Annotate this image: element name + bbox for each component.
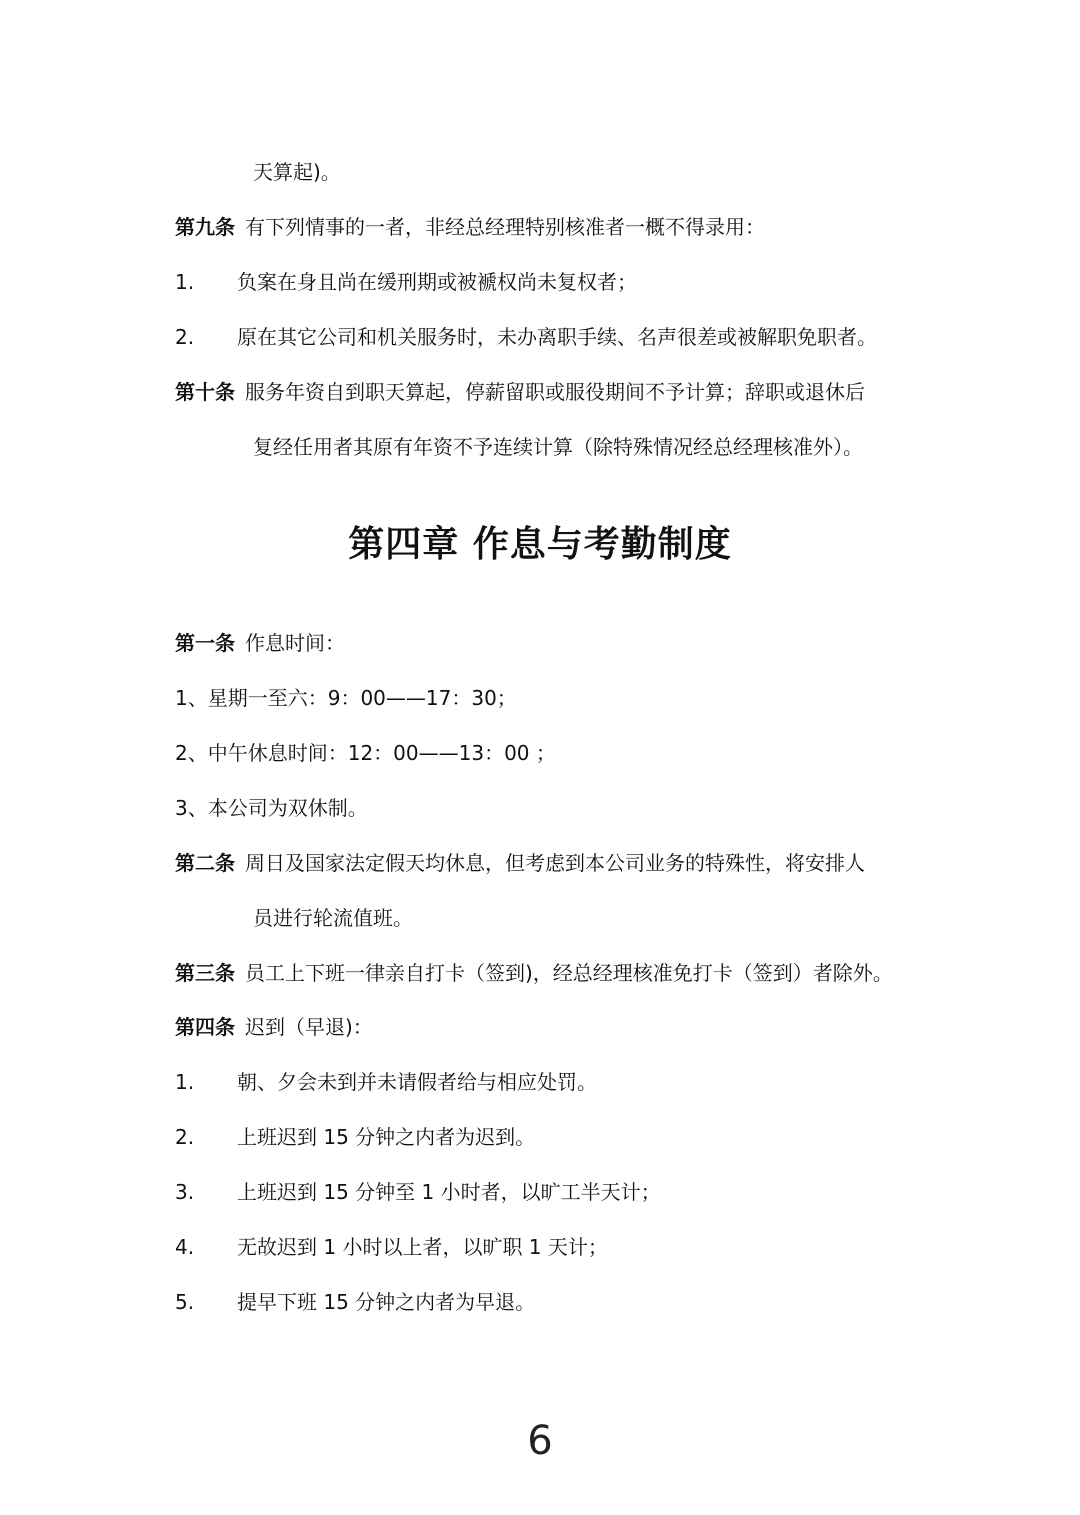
list-text: 上班迟到 15 分钟至 1 小时者，以旷工半天计； [237,1180,661,1204]
schedule-item: 3、本公司为双休制。 [175,796,368,820]
article-4 [175,1013,373,1041]
list-number: 2. [175,325,195,349]
continuation-text: 员进行轮流值班。 [253,906,413,930]
article-label: 第一条 [175,631,235,655]
list-item [175,1178,661,1206]
article-text: 员工上下班一律亲自打卡（签到)，经总经理核准免打卡（签到）者除外。 [245,961,893,985]
list-item [175,323,877,351]
list-item [175,1233,608,1261]
list-item [175,1068,597,1096]
article-2 [175,849,865,877]
article-label: 第四条 [175,1015,235,1039]
continuation-text: 天算起)。 [253,160,341,184]
list-number: 2. [175,1125,195,1149]
list-item [175,268,637,296]
article-text: 有下列情事的一者，非经总经理特别核准者一概不得录用： [245,215,765,239]
list-text: 原在其它公司和机关服务时，未办离职手续、名声很差或被解职免职者。 [237,325,877,349]
list-item [175,1288,535,1316]
article-label: 第三条 [175,961,235,985]
list-text: 提早下班 15 分钟之内者为早退。 [237,1290,536,1314]
article-label: 第十条 [175,380,235,404]
article-text: 作息时间： [245,631,345,655]
article-text: 服务年资自到职天算起，停薪留职或服役期间不予计算；辞职或退休后 [245,380,865,404]
schedule-item: 1、星期一至六：9：00——17：30； [175,686,517,710]
list-item [175,1123,535,1151]
paragraph-continuation [253,433,863,461]
list-number: 1. [175,1070,195,1094]
list-text: 朝、夕会未到并未请假者给与相应处罚。 [237,1070,597,1094]
list-text: 上班迟到 15 分钟之内者为迟到。 [237,1125,536,1149]
article-9 [175,213,765,241]
article-10 [175,378,865,406]
article-label: 第二条 [175,851,235,875]
list-number: 5. [175,1290,195,1314]
article-3 [175,959,893,987]
list-number: 4. [175,1235,195,1259]
list-number: 1. [175,270,195,294]
list-number: 3. [175,1180,195,1204]
list-text: 负案在身且尚在缓刑期或被褫权尚未复权者； [237,270,637,294]
article-1 [175,629,345,657]
article-text: 迟到（早退)： [245,1015,373,1039]
list-text: 无故迟到 1 小时以上者，以旷职 1 天计； [237,1235,608,1259]
article-label: 第九条 [175,215,235,239]
paragraph-continuation [253,158,341,186]
paragraph-continuation [253,904,413,932]
schedule-item: 2、中午休息时间：12：00——13：00 ； [175,741,556,765]
continuation-text: 复经任用者其原有年资不予连续计算（除特殊情况经总经理核准外）。 [253,435,863,459]
page-number: 6 [527,1418,553,1464]
article-text: 周日及国家法定假天均休息，但考虑到本公司业务的特殊性，将安排人 [245,851,865,875]
chapter-heading: 第四章 作息与考勤制度 [348,524,732,565]
